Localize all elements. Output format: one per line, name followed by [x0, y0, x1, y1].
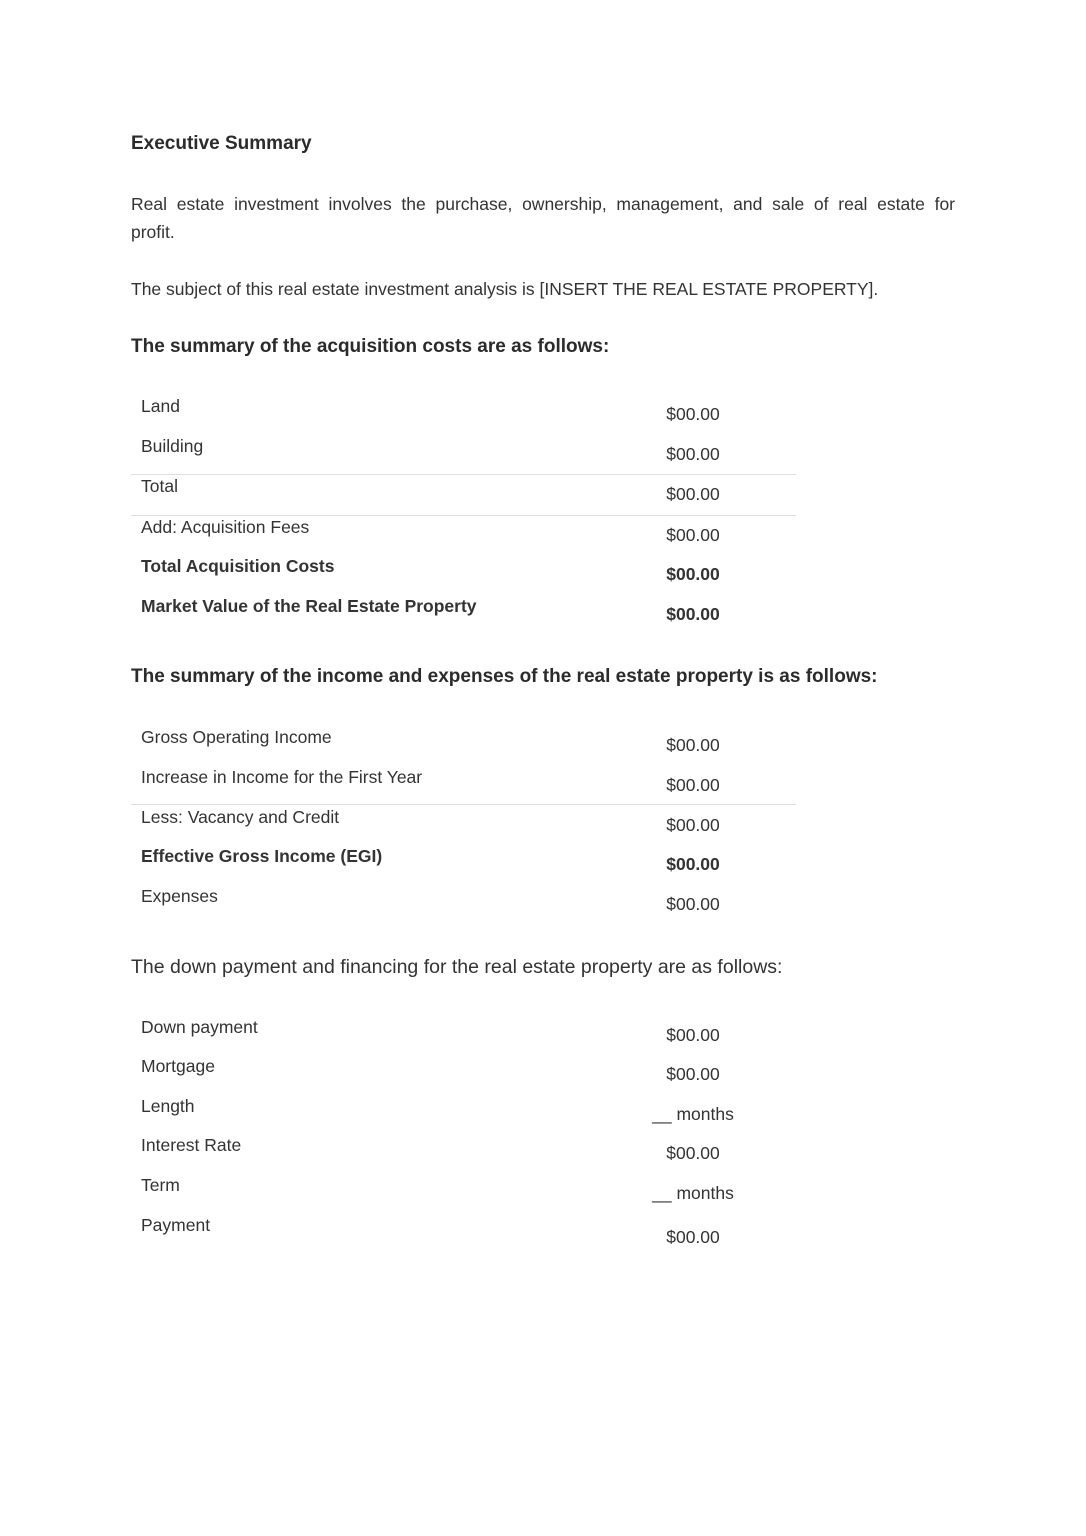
row-label: Land [141, 396, 180, 416]
row-label: Term [141, 1175, 180, 1195]
row-value: __ months [652, 1183, 734, 1203]
subject-paragraph: The subject of this real estate investment analysis is [INSERT THE REAL ESTATE PROPERTY]. [131, 279, 879, 299]
row-value: $00.00 [666, 1227, 720, 1247]
row-value: $00.00 [666, 484, 720, 504]
intro-paragraph: Real estate investment involves the purchase, ownership, management, and sale of real estate for [131, 194, 955, 214]
row-value: $00.00 [666, 1025, 720, 1045]
row-value: __ months [652, 1104, 734, 1124]
row-value: $00.00 [666, 1064, 720, 1084]
row-label: Payment [141, 1215, 211, 1235]
divider [131, 474, 796, 475]
row-value: $00.00 [666, 894, 720, 914]
row-value: $00.00 [666, 525, 720, 545]
row-label: Less: Vacancy and Credit [141, 807, 340, 827]
divider [131, 804, 796, 805]
row-label: Gross Operating Income [141, 727, 332, 747]
financing-heading: The down payment and financing for the real estate property are as follows: [131, 956, 783, 978]
row-label: Add: Acquisition Fees [141, 517, 310, 537]
row-value: $00.00 [666, 735, 720, 755]
row-value: $00.00 [666, 815, 720, 835]
row-value: $00.00 [666, 444, 720, 464]
divider [131, 515, 796, 516]
row-value: $00.00 [666, 775, 720, 795]
row-label: Total Acquisition Costs [141, 556, 335, 576]
row-label: Mortgage [141, 1056, 215, 1076]
row-label: Length [141, 1096, 195, 1116]
row-label: Market Value of the Real Estate Property [141, 596, 477, 616]
row-label: Interest Rate [141, 1135, 242, 1155]
row-label: Building [141, 436, 204, 456]
intro-paragraph-continued: profit. [131, 222, 175, 242]
row-label: Increase in Income for the First Year [141, 767, 423, 787]
acquisition-heading: The summary of the acquisition costs are as follows: [131, 336, 610, 357]
row-value: $00.00 [666, 404, 720, 424]
row-label: Expenses [141, 886, 218, 906]
row-value: $00.00 [666, 564, 720, 584]
income-heading: The summary of the income and expenses of the real estate property is as follows: [131, 666, 878, 687]
row-value: $00.00 [666, 604, 720, 624]
row-value: $00.00 [666, 1143, 720, 1163]
row-value: $00.00 [666, 854, 720, 874]
row-label: Down payment [141, 1017, 258, 1037]
row-label: Total [141, 476, 178, 496]
page-title: Executive Summary [131, 133, 312, 154]
row-label: Effective Gross Income (EGI) [141, 846, 383, 866]
